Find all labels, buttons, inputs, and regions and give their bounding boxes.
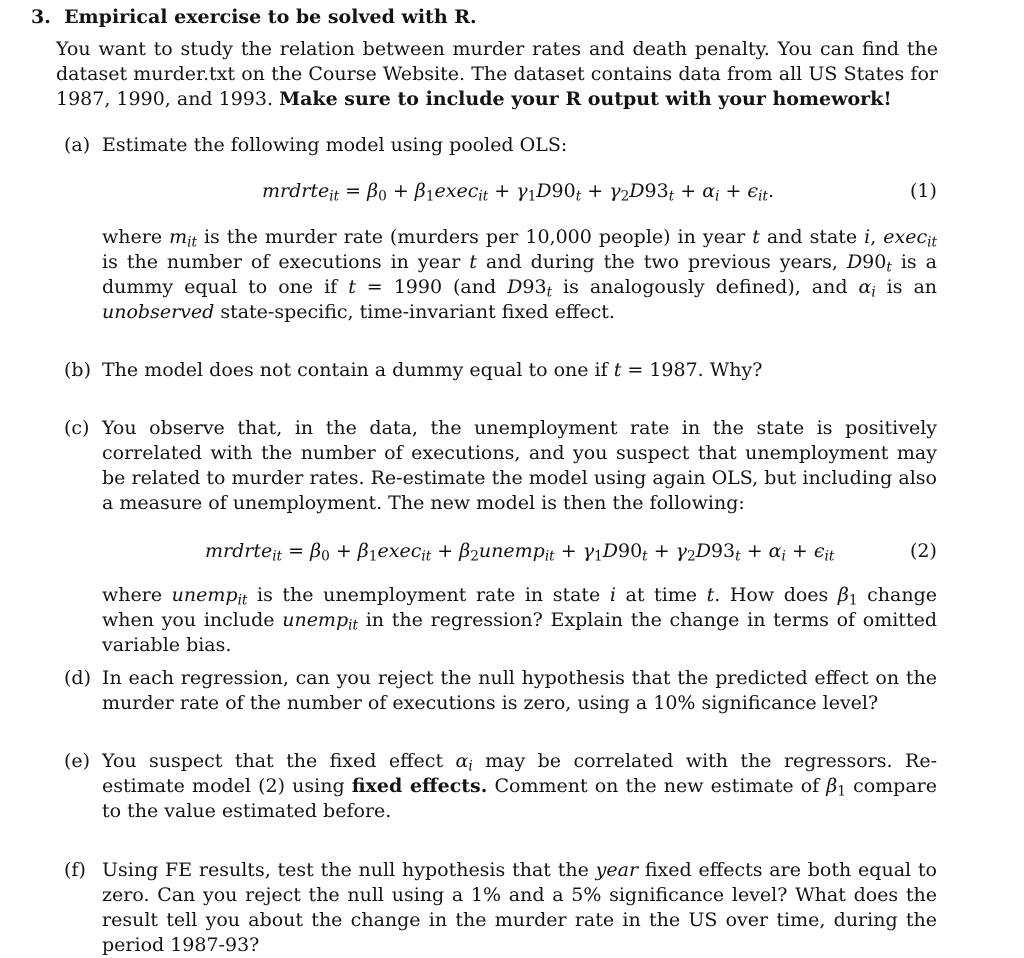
exercise-title: Empirical exercise to be solved with R. bbox=[64, 6, 477, 28]
item-a-definitions: where $m_{it}$ is the murder rate (murders per 10,000 people) in year t and state i, exec$_{it}$ is the number of executions in year t and during the two previous years, $D90_t$ is a dummy equal to one if t = 1990 (and $D93_t$ is analogously defined), and $\alpha_i$ is an unobserved state-specific, time-invariant fixed effect. bbox=[102, 226, 938, 323]
intro-text: You want to study the relation between murder rates and death penalty. You can find the dataset murder.txt on the Course Website. The dataset contains data from all US States for 1987, 1990, and 1993. bbox=[56, 38, 938, 110]
equation-1-number: (1) bbox=[910, 180, 937, 202]
item-c-text: You observe that, in the data, the unemployment rate in the state is positively correlated with the number of executions, and you suspect that unemployment may be related to murder rates. Re-estimate the model using again OLS, but including also a measure of unemployment. The new model is then the following: bbox=[102, 417, 937, 514]
intro-paragraph bbox=[56, 37, 938, 112]
item-a-text: Estimate the following model using pooled OLS: bbox=[102, 134, 568, 156]
equation-2: mrdrte$_{it}$ = $\beta_0$ + $\beta_1exec_{it}$ + $\beta_2unemp_{it} + \gamma_1D90_t + \gamma_2D93_t + \alpha_i + \epsilon_{it}$ bbox=[205, 540, 835, 565]
item-f-label: (f) bbox=[64, 859, 86, 881]
item-d-label: (d) bbox=[64, 667, 91, 689]
item-b-label: (b) bbox=[64, 359, 91, 381]
item-b-text: The model does not contain a dummy equal to one if t = 1987. Why? bbox=[102, 359, 763, 381]
item-e-text: You suspect that the fixed effect $\alpha_i$ may be correlated with the regressors. Re-estimate model (2) using fixed effects. Comment on the new estimate of $\beta_1$ compare to the value estimated before. bbox=[102, 750, 938, 822]
exercise-number: 3. bbox=[31, 6, 51, 28]
equation-2-number: (2) bbox=[910, 540, 937, 562]
equation-1: mrdrte$_{it}$ = $\beta_0$ + $\beta_1exec_{it} + \gamma_1D90_t + \gamma_2D93_t + \alpha_i + \epsilon_{it}$. bbox=[262, 180, 774, 205]
item-a-label: (a) bbox=[64, 134, 91, 156]
item-c-question: where unemp$_{it}$ is the unemployment rate in state i at time t. How does $\beta_1$ change when you include unemp$_{it}$ in the regression? Explain the change in terms of omitted variable bias. bbox=[102, 584, 938, 656]
item-c-label: (c) bbox=[64, 417, 90, 439]
item-e-label: (e) bbox=[64, 750, 91, 772]
item-f-text: Using FE results, test the null hypothesis that the year fixed effects are both equal to zero. Can you reject the null using a 1% and a 5% significance level? What does the result tell you about the change in the murder rate in the US over time, during the period 1987-93? bbox=[102, 859, 937, 956]
item-d-text: In each regression, can you reject the null hypothesis that the predicted effect on the murder rate of the number of executions is zero, using a 10% significance level? bbox=[102, 667, 937, 714]
exercise-header bbox=[31, 5, 931, 30]
intro-bold-note: Make sure to include your R output with your homework! bbox=[279, 88, 892, 110]
